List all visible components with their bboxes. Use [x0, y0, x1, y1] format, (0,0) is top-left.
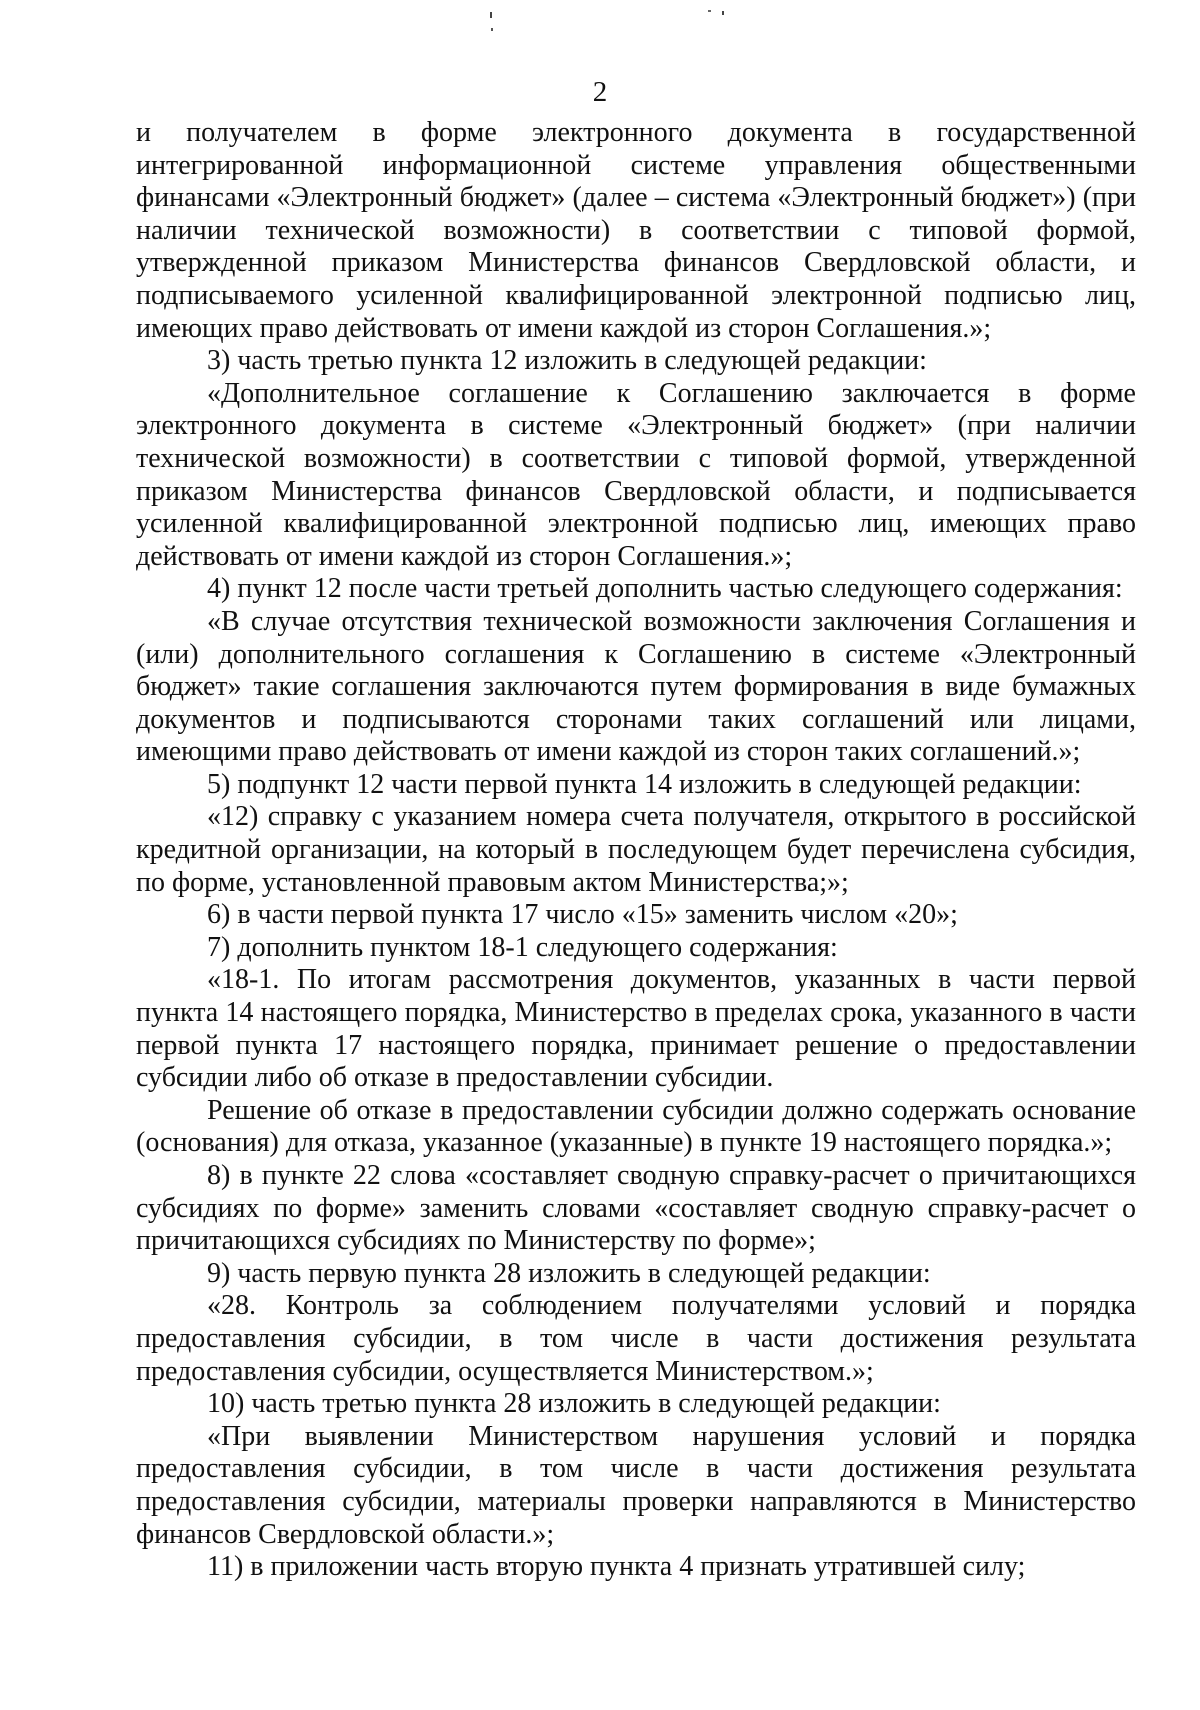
paragraph-item-4-text: «В случае отсутствия технической возможности заключения Соглашения и (или) дополнительного соглашения к Соглашению в системе «Электронный бюджет» такие соглашения заключаются путем формирования в виде бумажных документов и подписываются сторонами таких соглашений или лицами, имеющими право действовать от имени каждой из сторон таких соглашений.»; [136, 605, 1136, 768]
paragraph-item-5-text: «12) справку с указанием номера счета получателя, открытого в российской кредитной организации, на который в последующем будет перечислена субсидия, по форме, установленной правовым актом Министерства;»; [136, 801, 1136, 898]
paragraph-item-4: 4) пункт 12 после части третьей дополнить частью следующего содержания: [207, 573, 1123, 605]
scan-artifact-marks [490, 10, 770, 40]
paragraph-item-6: 6) в части первой пункта 17 число «15» заменить числом «20»; [207, 899, 958, 931]
paragraph-item-11: 11) в приложении часть вторую пункта 4 признать утратившей силу; [207, 1551, 1026, 1583]
paragraph-item-7: 7) дополнить пунктом 18-1 следующего содержания: [207, 931, 838, 963]
paragraph-item-9-text: «28. Контроль за соблюдением получателями условий и порядка предоставления субсидии, в том числе в части достижения результата предоставления субсидии, осуществляется Министерством.»; [136, 1290, 1136, 1387]
paragraph-item-5: 5) подпункт 12 части первой пункта 14 изложить в следующей редакции: [207, 768, 1082, 800]
paragraph-continuation: и получателем в форме электронного документа в государственной интегрированной информационной системе управления общественными финансами «Электронный бюджет» (далее – система «Электронный бюджет») (при наличии технической возможности) в соответствии с типовой формой, утвержденной приказом Министерства финансов Свердловской области, и подписываемого усиленной квалифицированной электронной подписью лиц, имеющих право действовать от имени каждой из сторон Соглашения.»; [136, 117, 1136, 344]
paragraph-item-3-text: «Дополнительное соглашение к Соглашению заключается в форме электронного документа в системе «Электронный бюджет» (при наличии технической возможности) в соответствии с типовой формой, утвержденной приказом Министерства финансов Свердловской области, и подписывается усиленной квалифицированной электронной подписью лиц, имеющих право действовать от имени каждой из сторон Соглашения.»; [136, 377, 1136, 572]
paragraph-item-10-text: «При выявлении Министерством нарушения условий и порядка предоставления субсидии, в том числе в части достижения результата предоставления субсидии, материалы проверки направляются в Министерство финансов Свердловской области.»; [136, 1420, 1136, 1550]
document-body [136, 117, 1136, 1584]
page-number: 2 [592, 76, 608, 108]
paragraph-item-3: 3) часть третью пункта 12 изложить в следующей редакции: [207, 345, 927, 377]
paragraph-item-10: 10) часть третью пункта 28 изложить в следующей редакции: [207, 1388, 941, 1420]
paragraph-item-9: 9) часть первую пункта 28 изложить в следующей редакции: [207, 1257, 931, 1289]
paragraph-item-7-text-2: Решение об отказе в предоставлении субсидии должно содержать основание (основания) для отказа, указанное (указанные) в пункте 19 настоящего порядка.»; [136, 1094, 1136, 1159]
paragraph-item-8: 8) в пункте 22 слова «составляет сводную справку-расчет о причитающихся субсидиях по форме» заменить словами «составляет сводную справку-расчет о причитающихся субсидиях по Министерству по форме»; [136, 1160, 1136, 1257]
paragraph-item-7-text: «18-1. По итогам рассмотрения документов, указанных в части первой пункта 14 настоящего порядка, Министерство в пределах срока, указанного в части первой пункта 17 настоящего порядка, принимает решение о предоставлении субсидии либо об отказе в предоставлении субсидии. [136, 964, 1136, 1094]
